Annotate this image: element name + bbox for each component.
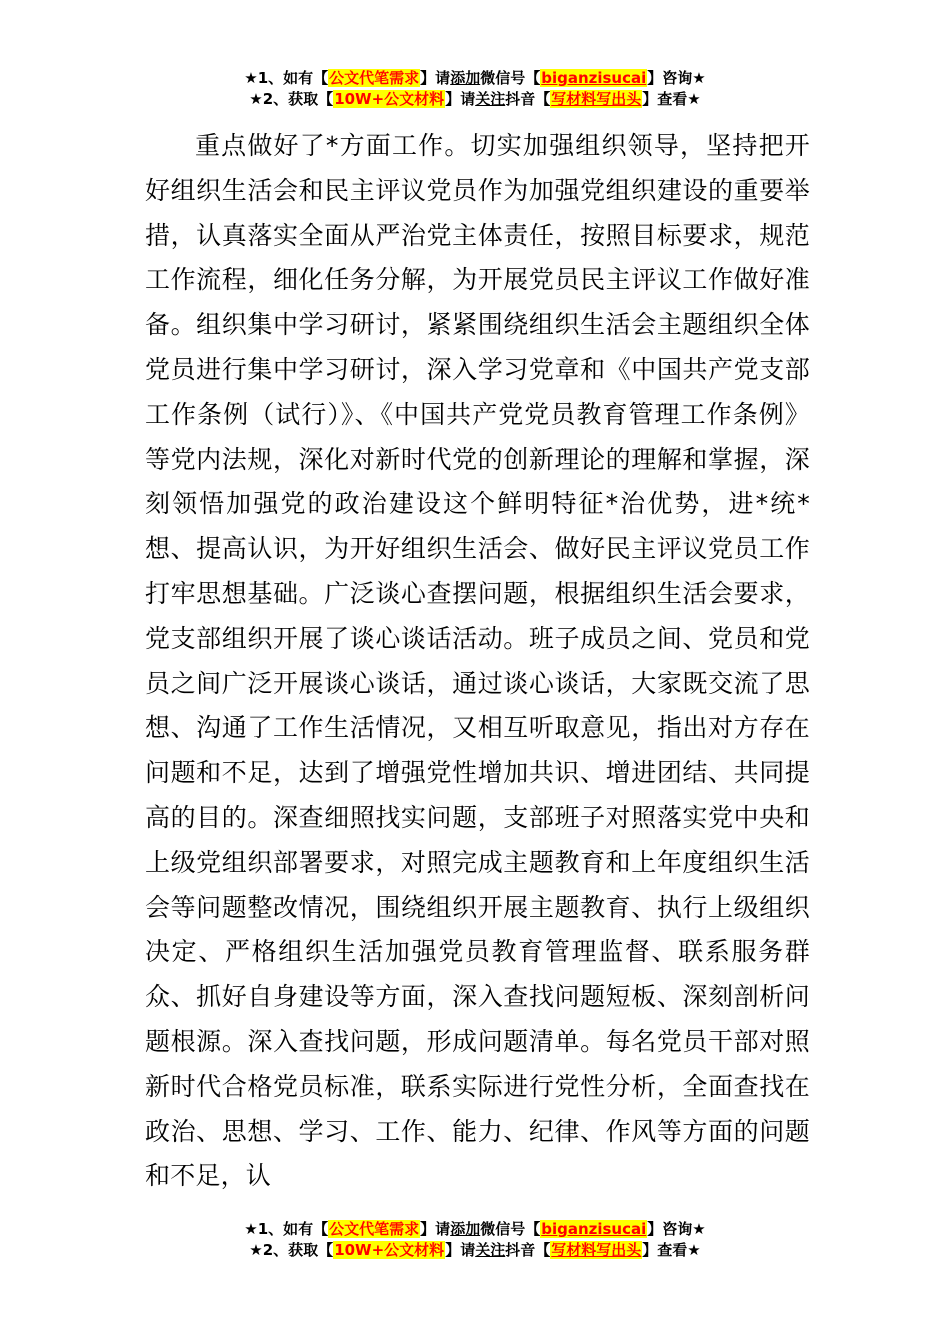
footer-emphasis-add: 添加: [450, 1220, 481, 1238]
footer-line-1-prefix: ★1、如有【: [244, 1220, 329, 1238]
footer-highlight-douyin: 写材料写出头: [551, 1241, 642, 1259]
header-line-2-text-2: 抖音【: [505, 90, 551, 108]
header-highlight-materials: 10W+公文材料: [334, 90, 445, 108]
footer-line-2-prefix: ★2、获取【: [249, 1241, 334, 1259]
header-line-1: [0, 68, 950, 89]
footer-line-1: [0, 1219, 950, 1240]
document-body: [145, 124, 810, 1199]
header-line-2-suffix: 】查看★: [642, 90, 701, 108]
header-line-1-text: 】请: [420, 69, 451, 87]
footer-emphasis-follow: 关注: [475, 1241, 506, 1259]
header-line-2: [0, 89, 950, 110]
header-emphasis-add: 添加: [450, 69, 481, 87]
footer-banner: [0, 1219, 950, 1261]
footer-line-1-text-2: 微信号【: [480, 1220, 541, 1238]
footer-line-1-suffix: 】咨询★: [647, 1220, 706, 1238]
header-line-1-text-2: 微信号【: [480, 69, 541, 87]
footer-line-2: [0, 1240, 950, 1261]
header-line-2-prefix: ★2、获取【: [249, 90, 334, 108]
header-highlight-douyin: 写材料写出头: [551, 90, 642, 108]
body-paragraph: 重点做好了*方面工作。切实加强组织领导，坚持把开好组织生活会和民主评议党员作为加强党组织建设的重要举措，认真落实全面从严治党主体责任，按照目标要求，规范工作流程，细化任务分解，为开展党员民主评议工作做好准备。组织集中学习研讨，紧紧围绕组织生活会主题组织全体党员进行集中学习研讨，深入学习党章和《中国共产党支部工作条例（试行）》、《中国共产党党员教育管理工作条例》等党内法规，深化对新时代党的创新理论的理解和掌握，深刻领悟加强党的政治建设这个鲜明特征*治优势，进*统*想、提高认识，为开好组织生活会、做好民主评议党员工作打牢思想基础。广泛谈心查摆问题，根据组织生活会要求，党支部组织开展了谈心谈话活动。班子成员之间、党员和党员之间广泛开展谈心谈话，通过谈心谈话，大家既交流了思想、沟通了工作生活情况，又相互听取意见，指出对方存在问题和不足，达到了增强党性增加共识、增进团结、共同提高的目的。深查细照找实问题，支部班子对照落实党中央和上级党组织部署要求，对照完成主题教育和上年度组织生活会等问题整改情况，围绕组织开展主题教育、执行上级组织决定、严格组织生活加强党员教育管理监督、联系服务群众、抓好自身建设等方面，深入查找问题短板、深刻剖析问题根源。深入查找问题，形成问题清单。每名党员干部对照新时代合格党员标准，联系实际进行党性分析，全面查找在政治、思想、学习、工作、能力、纪律、作风等方面的问题和不足，认: [145, 131, 810, 1191]
footer-highlight-wechat-id: biganzisucai: [541, 1220, 647, 1238]
header-banner: [0, 68, 950, 110]
header-line-2-text: 】请: [445, 90, 476, 108]
footer-highlight-service: 公文代笔需求: [329, 1220, 420, 1238]
header-emphasis-follow: 关注: [475, 90, 506, 108]
header-line-1-suffix: 】咨询★: [647, 69, 706, 87]
header-highlight-wechat-id: biganzisucai: [541, 69, 647, 87]
footer-line-2-text: 】请: [445, 1241, 476, 1259]
footer-line-2-suffix: 】查看★: [642, 1241, 701, 1259]
header-highlight-service: 公文代笔需求: [329, 69, 420, 87]
footer-highlight-materials: 10W+公文材料: [334, 1241, 445, 1259]
footer-line-1-text: 】请: [420, 1220, 451, 1238]
header-line-1-prefix: ★1、如有【: [244, 69, 329, 87]
footer-line-2-text-2: 抖音【: [505, 1241, 551, 1259]
